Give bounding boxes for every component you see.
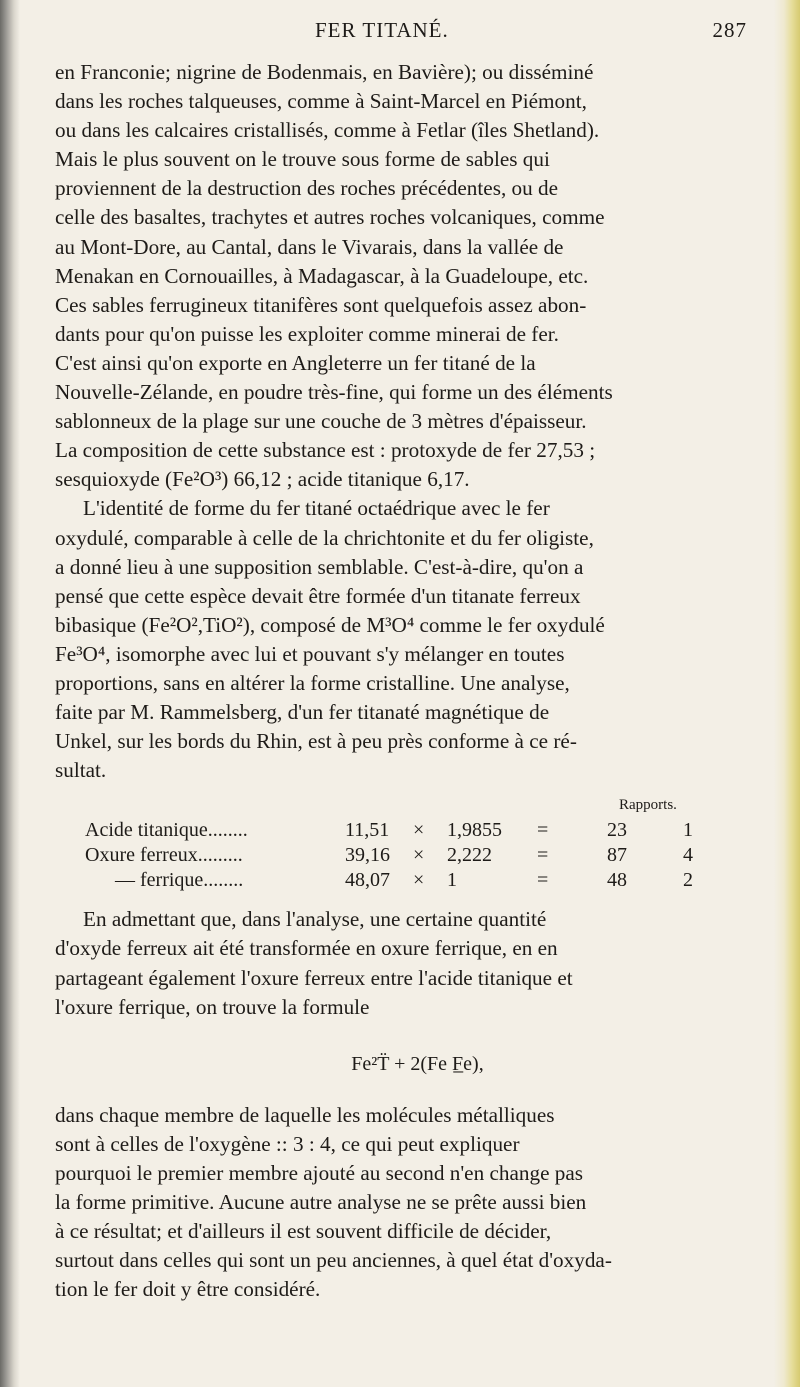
equals-sign: = [537, 869, 549, 892]
component-value: 11,51 [345, 819, 390, 842]
text-line: faite par M. Rammelsberg, d'un fer titanaté magnétique de [55, 700, 550, 725]
ratio-simplified: 4 [683, 844, 693, 867]
text-line: oxydulé, comparable à celle de la chrichtonite et du fer oligiste, [55, 525, 594, 550]
text-line: Fe³O⁴, isomorphe avec lui et pouvant s'y mélanger en toutes [55, 641, 565, 666]
component-factor: 1,9855 [447, 819, 502, 842]
text-line: bibasique (Fe²O²,TiO²), composé de M³O⁴ comme le fer oxydulé [55, 612, 605, 637]
text-line: En admettant que, dans l'analyse, une certaine quantité [83, 907, 547, 932]
paragraph-4 [55, 1101, 780, 1305]
paragraph-3 [55, 905, 780, 1021]
text-line: Nouvelle-Zélande, en poudre très-fine, qui forme un des éléments [55, 380, 613, 405]
text-line: sont à celles de l'oxygène :: 3 : 4, ce qui peut expliquer [55, 1131, 520, 1156]
text-line: pensé que cette espèce devait être formée d'un titanate ferreux [55, 583, 581, 608]
ratio-value: 87 [607, 844, 627, 867]
times-sign: × [413, 819, 425, 842]
analysis-table [55, 793, 780, 903]
text-line: L'identité de forme du fer titané octaédrique avec le fer [83, 496, 550, 521]
component-value: 39,16 [345, 844, 390, 867]
text-line: partageant également l'oxure ferreux entre l'acide titanique et [55, 965, 573, 990]
text-line: Menakan en Cornouailles, à Madagascar, à la Guadeloupe, etc. [55, 263, 589, 288]
analysis-header: Rapports. [619, 797, 677, 814]
text-line: au Mont-Dore, au Cantal, dans le Vivarais, dans la vallée de [55, 234, 564, 259]
text-line: Ces sables ferrugineux titanifères sont quelquefois assez abon- [55, 292, 587, 317]
text-line: C'est ainsi qu'on exporte en Angleterre un fer titané de la [55, 350, 536, 375]
text-line: Mais le plus souvent on le trouve sous forme de sables qui [55, 147, 550, 172]
page-number: 287 [712, 18, 747, 42]
text-line: l'oxure ferrique, on trouve la formule [55, 994, 370, 1019]
component-factor: 2,222 [447, 844, 492, 867]
text-line: dans les roches talqueuses, comme à Saint-Marcel en Piémont, [55, 89, 587, 114]
component-name: Acide titanique........ [85, 819, 248, 842]
text-line: à ce résultat; et d'ailleurs il est souvent difficile de décider, [55, 1219, 552, 1244]
text-line: celle des basaltes, trachytes et autres roches volcaniques, comme [55, 205, 605, 230]
running-title: FER TITANÉ. [315, 18, 449, 42]
text-line: tion le fer doit y être considéré. [55, 1277, 321, 1302]
analysis-row [55, 843, 780, 868]
paragraph-2 [55, 494, 780, 785]
analysis-row [55, 868, 780, 893]
page-body [55, 58, 780, 1304]
ratio-value: 23 [607, 819, 627, 842]
text-line: la forme primitive. Aucune autre analyse ne se prête aussi bien [55, 1190, 587, 1215]
analysis-row [55, 818, 780, 843]
text-line: proviennent de la destruction des roches précédentes, ou de [55, 176, 559, 201]
times-sign: × [413, 869, 425, 892]
text-line: sultat. [55, 758, 107, 783]
chemical-formula: Fe²T̈ + 2(Fe F̲e), [351, 1052, 484, 1075]
text-line: d'oxyde ferreux ait été transformée en oxure ferrique, en en [55, 936, 558, 961]
page-left-edge-shadow [0, 0, 20, 1387]
times-sign: × [413, 844, 425, 867]
running-header [55, 18, 795, 48]
equals-sign: = [537, 844, 549, 867]
text-line: pourquoi le premier membre ajouté au second n'en change pas [55, 1161, 584, 1185]
text-line: sesquioxyde (Fe²O³) 66,12 ; acide titanique 6,17. [55, 467, 470, 492]
text-line: dans chaque membre de laquelle les molécules métalliques [55, 1102, 555, 1127]
component-name: Oxure ferreux......... [85, 844, 243, 867]
ratio-value: 48 [607, 869, 627, 892]
text-line: a donné lieu à une supposition semblable. C'est-à-dire, qu'on a [55, 554, 584, 579]
text-line: en Franconie; nigrine de Bodenmais, en Bavière); ou disséminé [55, 60, 594, 84]
component-factor: 1 [447, 869, 457, 892]
ratio-simplified: 1 [683, 819, 693, 842]
paragraph-1 [55, 58, 780, 494]
ratio-simplified: 2 [683, 869, 693, 892]
component-value: 48,07 [345, 869, 390, 892]
text-line: sablonneux de la plage sur une couche de 3 mètres d'épaisseur. [55, 409, 587, 434]
text-line: La composition de cette substance est : protoxyde de fer 27,53 ; [55, 438, 596, 463]
text-line: ou dans les calcaires cristallisés, comme à Fetlar (îles Shetland). [55, 118, 600, 143]
text-line: surtout dans celles qui sont un peu anciennes, à quel état d'oxyda- [55, 1248, 612, 1273]
text-line: Unkel, sur les bords du Rhin, est à peu près conforme à ce ré- [55, 729, 577, 754]
text-line: dants pour qu'on puisse les exploiter comme minerai de fer. [55, 321, 559, 346]
text-line: proportions, sans en altérer la forme cristalline. Une analyse, [55, 670, 570, 695]
component-name: — ferrique........ [115, 869, 244, 892]
equals-sign: = [537, 819, 549, 842]
